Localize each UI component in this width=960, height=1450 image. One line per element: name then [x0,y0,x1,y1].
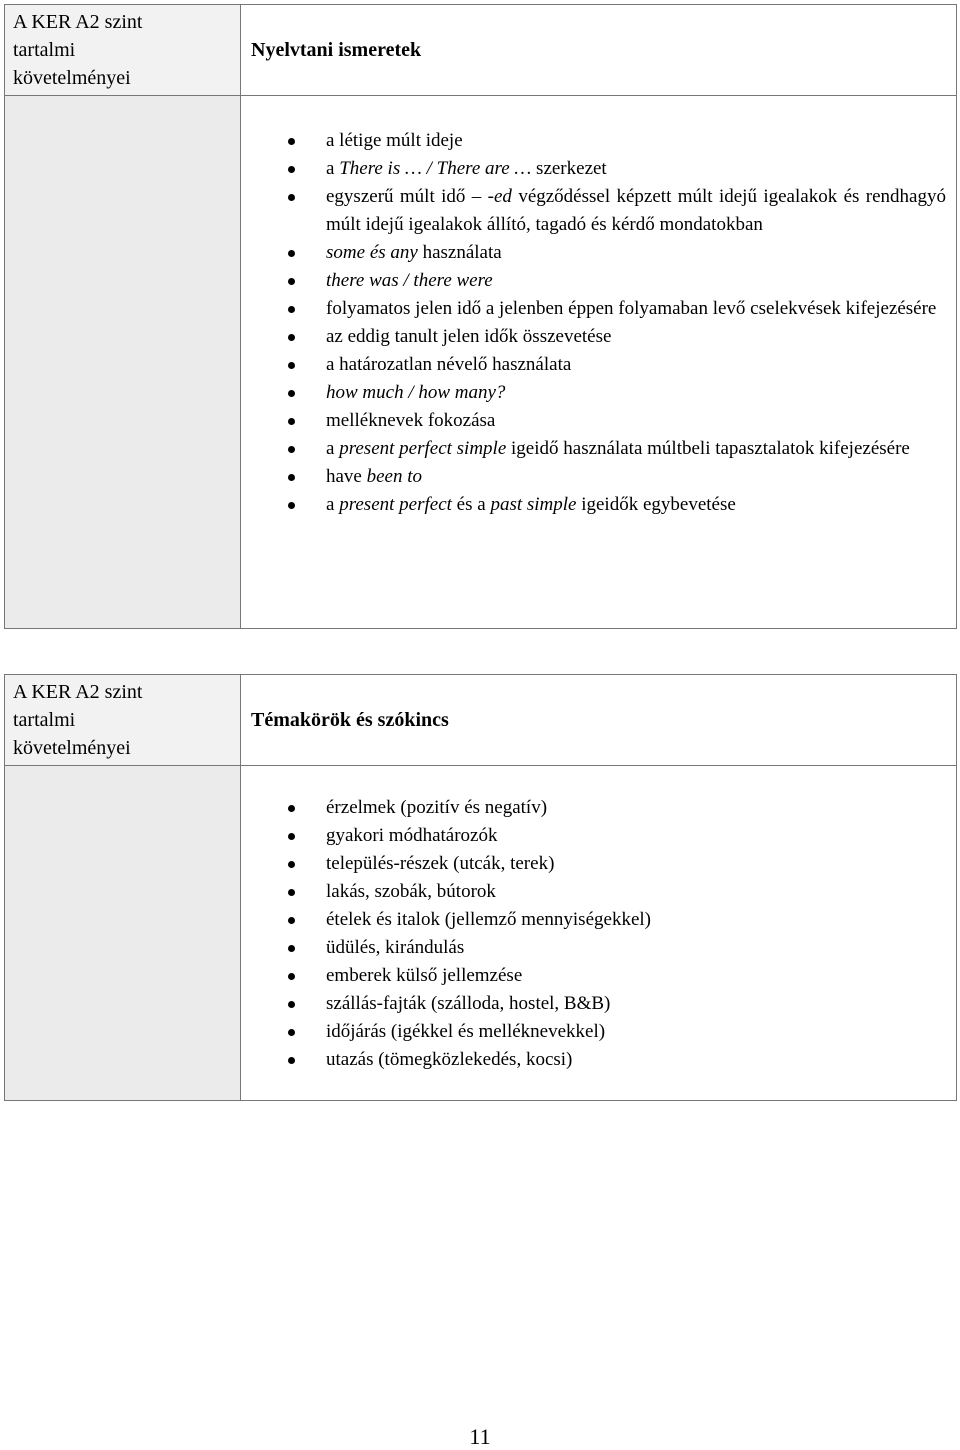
list-item [241,990,956,1018]
text: a [326,158,340,179]
list-item [241,962,956,990]
italic-text: any [390,242,418,263]
list-item [241,850,956,878]
italic-text: there was / there were [326,270,493,291]
text: igeidők egybevetése [576,494,736,515]
topics-table [4,674,957,1101]
level-header-line: tartalmi [13,39,76,61]
text: település-részek (utcák, terek) [326,853,555,874]
page-number: 11 [469,1424,491,1449]
italic-text: how much / how many? [326,382,506,403]
text: a határozatlan névelő használata [326,354,572,375]
list-item [241,239,956,267]
text: és a [451,494,491,515]
italic-text: been to [366,466,423,487]
text: egyszerű múlt idő – [326,186,488,207]
list-item [241,491,956,519]
list-item [241,934,956,962]
list-item [241,295,956,323]
list-item [241,1046,956,1074]
text: have [326,466,367,487]
list-item [241,323,956,351]
text: ételek és italok (jellemző mennyiségekkel) [326,909,651,930]
content-cell [241,766,957,1101]
left-column-body [5,766,241,1101]
list-item [241,407,956,435]
text: végződéssel képzett múlt idejű igealakok és rendhagyó múlt idejű igealakok állító, tagadó és kérdő mondatokban [326,186,946,235]
text: igeidő használata múltbeli tapasztalatok kifejezésére [506,438,910,459]
text: szállás-fajták (szálloda, hostel, B&B) [326,993,611,1014]
italic-text: present perfect simple [339,438,507,459]
list-item [241,155,956,183]
text: melléknevek fokozása [326,410,496,431]
text: használata [417,242,502,263]
list-item [241,127,956,155]
grammar-list [241,127,956,519]
text: folyamatos jelen idő a jelenben éppen folyamaban levő cselekvések kifejezésére [326,298,937,319]
grammar-table [4,4,957,629]
italic-text: some [326,242,366,263]
text: a [326,438,340,459]
text: lakás, szobák, bútorok [326,881,496,902]
list-item [241,906,956,934]
list-item [241,351,956,379]
level-header [5,5,241,96]
text: üdülés, kirándulás [326,937,465,958]
text: szerkezet [531,158,607,179]
list-item [241,183,956,239]
text: gyakori módhatározók [326,825,498,846]
text: emberek külső jellemzése [326,965,523,986]
text: időjárás (igékkel és melléknevekkel) [326,1021,606,1042]
text: a [326,494,340,515]
level-header-line: A KER A2 szint [13,11,143,33]
italic-text: There is … / There are … [339,158,532,179]
italic-text: present perfect [339,494,452,515]
content-cell [241,96,957,629]
list-item [241,463,956,491]
italic-text: past simple [490,494,577,515]
list-item [241,822,956,850]
level-header-line: tartalmi [13,709,76,731]
italic-text: és [365,242,391,263]
list-item [241,1018,956,1046]
list-item [241,794,956,822]
level-header [5,675,241,766]
text: az eddig tanult jelen idők összevetése [326,326,612,347]
level-header-line: A KER A2 szint [13,681,143,703]
list-item [241,379,956,407]
topics-list [241,794,956,1074]
text: utazás (tömegközlekedés, kocsi) [326,1049,573,1070]
list-item [241,267,956,295]
level-header-line: követelményei [13,67,131,89]
level-header-line: követelményei [13,737,131,759]
section-title: Témakörök és szókincs [241,675,957,766]
italic-text: -ed [487,186,512,207]
text: érzelmek (pozitív és negatív) [326,797,548,818]
left-column-body [5,96,241,629]
text: a létige múlt ideje [326,130,463,151]
list-item [241,435,956,463]
section-title: Nyelvtani ismeretek [241,5,957,96]
list-item [241,878,956,906]
